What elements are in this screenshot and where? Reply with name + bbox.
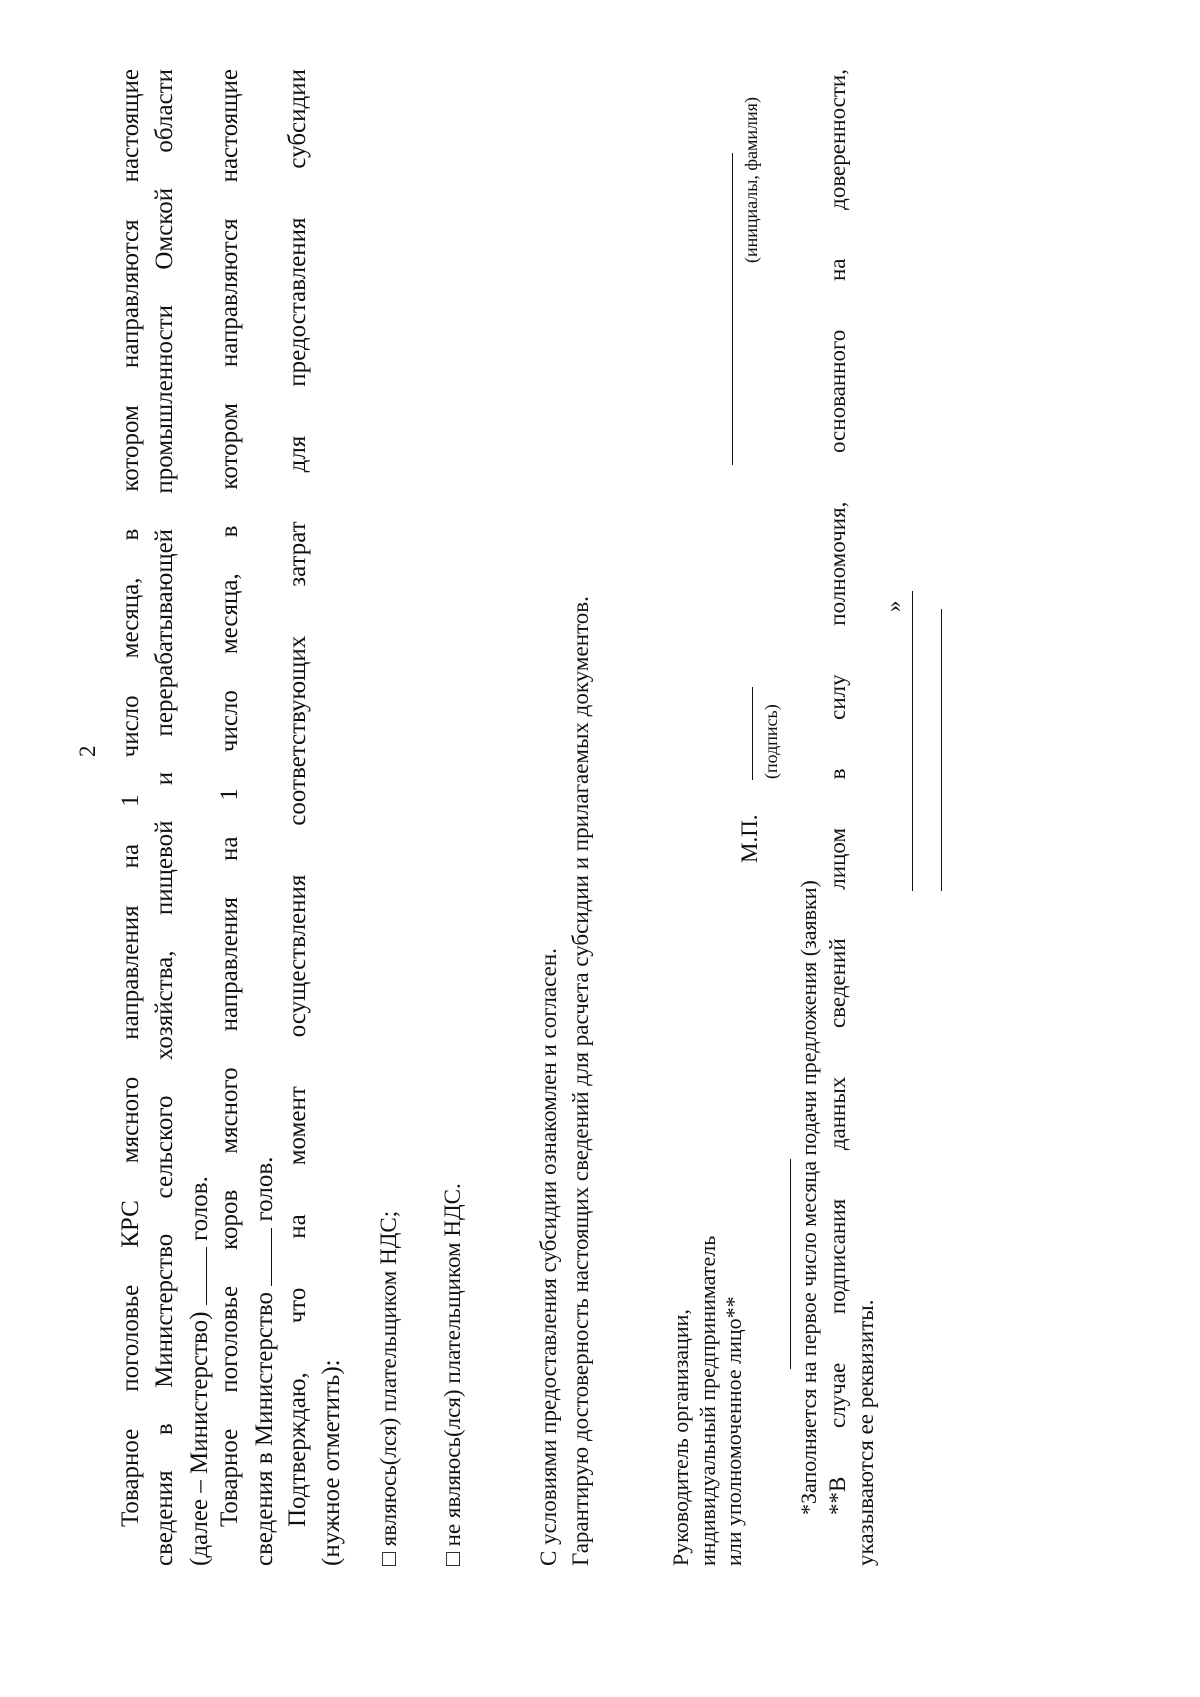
footnote-2-line1: **В случае подписания данных сведений лицом в силу полномочия, основанного на доверенности, [825, 69, 850, 1515]
agreement-line1: С условиями предоставления субсидии ознакомлен и согласен. [536, 948, 561, 1566]
name-caption: (инициалы, фамилия) [741, 97, 761, 263]
vat-nonpayer-label: не являюсь(лся) плательщиком НДС. [440, 1183, 465, 1547]
date-year-line[interactable] [941, 609, 942, 891]
name-line[interactable] [732, 153, 733, 465]
date-quote: » [881, 600, 906, 612]
vat-nonpayer-option[interactable] [439, 1183, 467, 1566]
date-day-line[interactable] [912, 591, 913, 891]
footnote-1: *Заполняется на первое число месяца подачи предложения (заявки) [796, 880, 821, 1515]
stamp-label: М.П. [737, 814, 762, 863]
signer-line2: индивидуальный предприниматель [695, 1235, 720, 1566]
para2-line2-before: сведения в Министерство [251, 1291, 278, 1566]
signature-line[interactable] [752, 687, 753, 780]
para3-line1: Подтверждаю, что на момент осуществления соответствующих затрат для предоставления субсидии [284, 69, 311, 1527]
para1-line3-before: (далее – Министерство) [186, 1311, 213, 1566]
vat-payer-option[interactable] [375, 1211, 403, 1566]
para1-line3-after: голов. [186, 1176, 213, 1241]
agreement-line2: Гарантирую достоверность настоящих сведений для расчета субсидии и прилагаемых документов. [568, 596, 593, 1566]
cows-count-field[interactable] [249, 1228, 272, 1286]
vat-payer-label: являюсь(лся) плательщиком НДС; [376, 1210, 401, 1547]
page-number: 2 [75, 745, 100, 757]
signer-line1: Руководитель организации, [668, 1309, 693, 1566]
livestock-count-field[interactable] [184, 1247, 207, 1305]
para3-line2: (нужное отметить): [318, 1359, 345, 1566]
signature-caption: (подпись) [761, 704, 781, 779]
para2-line2-after: голов. [251, 1156, 278, 1222]
para2-line2 [249, 1157, 280, 1566]
footnote-separator [790, 1159, 791, 1369]
para1-line3 [184, 1176, 215, 1566]
footnote-2-line2: указываются ее реквизиты. [853, 1299, 878, 1566]
signer-line3: или уполномоченное лицо** [721, 1296, 746, 1566]
checkbox-icon[interactable]: □ [440, 1552, 465, 1566]
para2-line1: Товарное поголовье коров мясного направления на 1 число месяца, в котором направляются настоящие [216, 69, 243, 1527]
para1-line2: сведения в Министерство сельского хозяйства, пищевой и перерабатывающей промышленности Омской области [151, 69, 178, 1566]
checkbox-icon[interactable]: □ [376, 1552, 401, 1566]
para1-line1: Товарное поголовье КРС мясного направления на 1 число месяца, в котором направляются настоящие [117, 69, 144, 1527]
